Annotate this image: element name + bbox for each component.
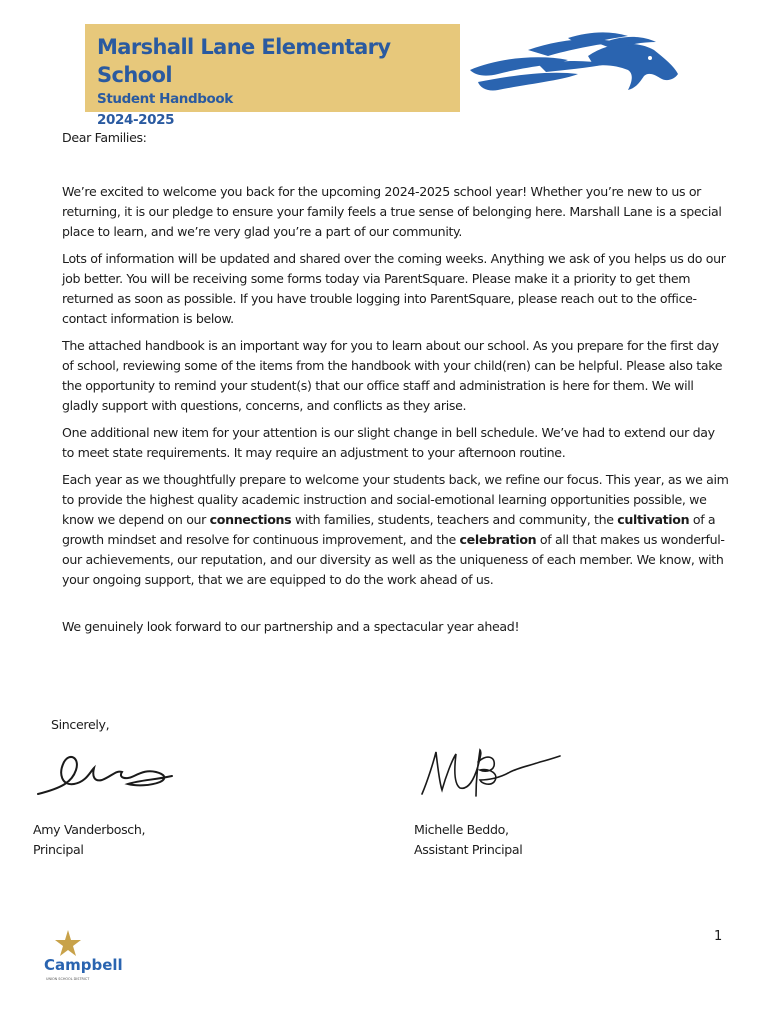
focus-bold-connections: connections — [209, 512, 292, 527]
paragraph-information: Lots of information will be updated and shared over the coming weeks. Anything we ask of you helps us do our job better. You will be receiving some forms today via ParentSquare. Please make it a priority to get them returned as soon as possible. If you have trouble logging into ParentSquare, please reach out to the office-contact information is below. — [62, 251, 726, 326]
sign-off: Sincerely, — [51, 717, 110, 732]
school-year: 2024-2025 — [97, 112, 175, 128]
school-name: Marshall Lane Elementary School — [97, 35, 391, 87]
signer-title: Assistant Principal — [414, 842, 523, 857]
district-logo-text: Campbell — [44, 956, 123, 974]
focus-text-4: of all that makes us wonderful-our achievements, our reputation, and our diversity as well as the uniqueness of each member. We know, with your ongoing support, that we are equipped to do the work ahead of us. — [62, 532, 725, 587]
paragraph-welcome: We’re excited to welcome you back for the upcoming 2024-2025 school year! Whether you’re new to us or returning, it is our pledge to ensure your family feels a true sense of belonging here. Marshall Lane is a special place to learn, and we’re very glad you’re a part of our community. — [62, 184, 722, 239]
paragraph-focus — [62, 470, 730, 590]
principal-signature — [32, 742, 182, 802]
focus-text-3: of a growth mindset and resolve for continuous improvement, and the — [62, 512, 716, 547]
paragraph-handbook: The attached handbook is an important way for you to learn about our school. As you prepare for the first day of school, reviewing some of the items from the handbook with your child(ren) can be helpful. Please also take the opportunity to remind your student(s) that our office staff and administration is here for them. We will gladly support with questions, concerns, and conflicts as they arise. — [62, 338, 723, 413]
closing-line: We genuinely look forward to our partnership and a spectacular year ahead! — [62, 619, 520, 634]
doc-title: Student Handbook — [97, 91, 233, 107]
focus-bold-celebration: celebration — [459, 532, 537, 547]
signer-name: Michelle Beddo, — [414, 822, 509, 837]
letter-body — [62, 128, 730, 637]
signer-assistant-principal — [414, 820, 522, 860]
focus-text-1: Each year as we thoughtfully prepare to welcome your students back, we refine our focus. This year, as we aim to provide the highest quality academic instruction and social-emotional learning opportunities possible, we know we depend on our — [62, 472, 729, 527]
signer-name: Amy Vanderbosch, — [33, 822, 146, 837]
focus-bold-cultivation: cultivation — [617, 512, 690, 527]
paragraph-bell-schedule: One additional new item for your attention is our slight change in bell schedule. We’ve had to extend our day to meet state requirements. It may require an adjustment to your afternoon routine. — [62, 425, 715, 460]
mustang-horse-icon — [468, 30, 680, 100]
signer-title: Principal — [33, 842, 84, 857]
page-number: 1 — [714, 929, 723, 944]
assistant-principal-signature — [420, 740, 562, 802]
focus-text-2: with families, students, teachers and community, the — [291, 512, 618, 527]
signer-principal — [33, 820, 145, 860]
greeting: Dear Families: — [62, 130, 147, 145]
header-banner — [85, 24, 460, 128]
district-logo-tagline: UNION SCHOOL DISTRICT — [46, 977, 90, 981]
campbell-star-logo-icon — [42, 930, 123, 984]
